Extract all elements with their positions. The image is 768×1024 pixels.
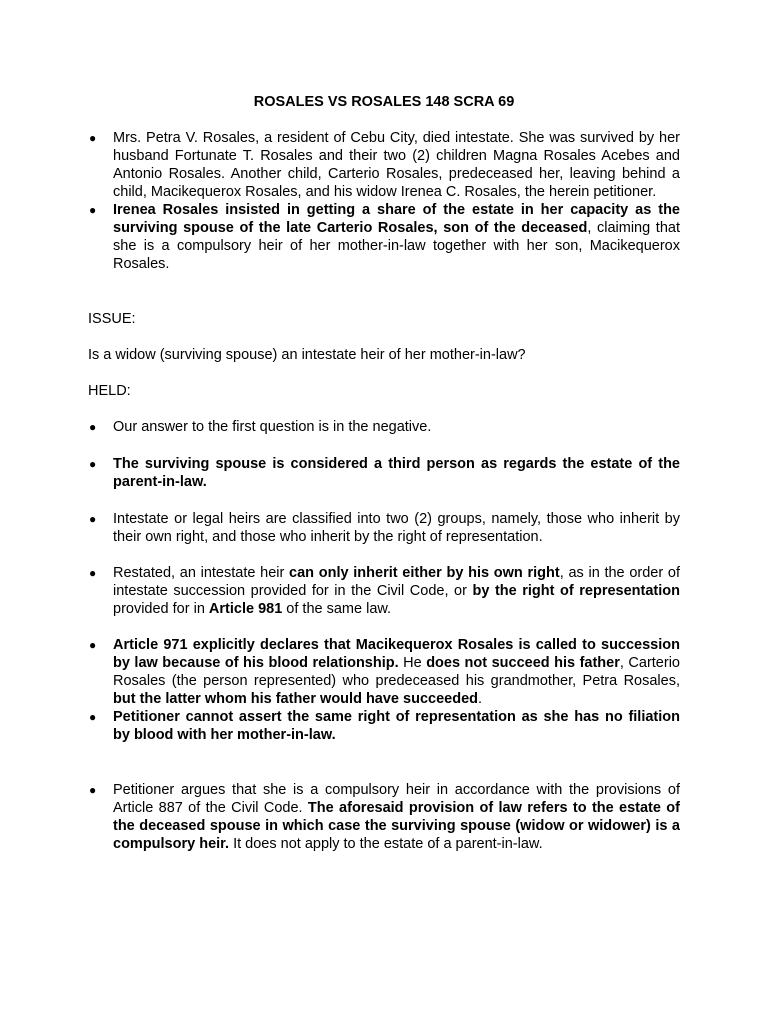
held-item-group-5 — [88, 636, 680, 744]
held-label: HELD: — [88, 383, 131, 399]
bold-text-run: The surviving spouse is considered a third person as regards the estate of the parent-in-law. — [113, 456, 680, 490]
text-run: , claiming that she is a compulsory heir of her mother-in-law together with her son, Macikequerox Rosales. — [113, 220, 680, 272]
issue-question: Is a widow (surviving spouse) an intestate heir of her mother-in-law? — [88, 347, 526, 363]
held-item-1 — [88, 418, 680, 436]
held-item-group-3 — [88, 510, 680, 546]
held-item-6 — [88, 708, 680, 744]
bold-text-run: does not succeed his father — [426, 655, 620, 671]
fact-item-2 — [88, 201, 680, 273]
bullet-dot-icon: ● — [89, 457, 97, 471]
bullet-dot-icon: ● — [89, 566, 97, 580]
bold-text-run: Article 971 explicitly declares that Macikequerox Rosales is called to succession by law because of his blood relationship. — [113, 637, 680, 671]
held-item-7 — [88, 781, 680, 853]
bold-text-run: Irenea Rosales insisted in getting a share of the estate in her capacity as the surviving spouse of the late Carterio Rosales, son of the deceased — [113, 202, 680, 236]
held-item-group-1 — [88, 418, 680, 436]
text-run: Intestate or legal heirs are classified into two (2) groups, namely, those who inherit by their own right, and those who inherit by the right of representation. — [113, 511, 680, 545]
bold-text-run: but the latter whom his father would have succeeded — [113, 691, 478, 707]
held-item-5 — [88, 636, 680, 708]
text-run: , Carterio Rosales (the person represented) who predeceased his grandmother, Petra Rosales, — [113, 655, 680, 689]
text-run: of the same law. — [282, 601, 392, 617]
held-item-3 — [88, 510, 680, 546]
bullet-dot-icon: ● — [89, 203, 97, 217]
text-run: Mrs. Petra V. Rosales, a resident of Cebu City, died intestate. She was survived by her husband Fortunate T. Rosales and their two (2) children Magna Rosales Acebes and Antonio Rosales. Another child, Carterio Rosales, predeceased her, leaving behind a child, Macikequerox Rosales, and his widow Irenea C. Rosales, the herein petitioner. — [113, 130, 680, 200]
held-item-group-6 — [88, 781, 680, 853]
document-title: ROSALES VS ROSALES 148 SCRA 69 — [253, 94, 515, 110]
text-run: It does not apply to the estate of a parent-in-law. — [229, 836, 543, 852]
bold-text-run: by the right of representation — [472, 583, 680, 599]
bold-text-run: Article 981 — [208, 601, 283, 617]
held-item-group-2 — [88, 455, 680, 491]
bold-text-run: Petitioner cannot assert the same right of representation as she has no filiation by blood with her mother-in-law. — [113, 709, 680, 743]
held-item-group-4 — [88, 564, 680, 618]
bullet-dot-icon: ● — [89, 420, 97, 434]
text-run: Our answer to the first question is in the negative. — [113, 419, 432, 435]
text-run: Restated, an intestate heir — [113, 565, 290, 581]
bullet-dot-icon: ● — [89, 783, 97, 797]
bullet-dot-icon: ● — [89, 512, 97, 526]
bullet-dot-icon: ● — [89, 131, 97, 145]
text-run: Petitioner argues that she is a compulsory heir in accordance with the provisions of Article 887 of the Civil Code. — [113, 782, 680, 816]
bold-text-run: can only inherit either by his own right — [289, 565, 560, 581]
issue-label: ISSUE: — [88, 311, 136, 327]
text-run: provided for in — [113, 601, 209, 617]
facts-list — [88, 129, 680, 273]
bullet-dot-icon: ● — [89, 710, 97, 724]
held-item-4 — [88, 564, 680, 618]
held-item-2 — [88, 455, 680, 491]
text-run: . — [478, 691, 483, 707]
fact-item-1 — [88, 129, 680, 201]
bullet-dot-icon: ● — [89, 638, 97, 652]
bold-text-run: The aforesaid provision of law refers to the estate of the deceased spouse in which case the surviving spouse (widow or widower) is a compulsory heir. — [113, 800, 680, 852]
text-run: He — [398, 655, 427, 671]
text-run: , as in the order of intestate succession provided for in the Civil Code, or — [113, 565, 680, 599]
